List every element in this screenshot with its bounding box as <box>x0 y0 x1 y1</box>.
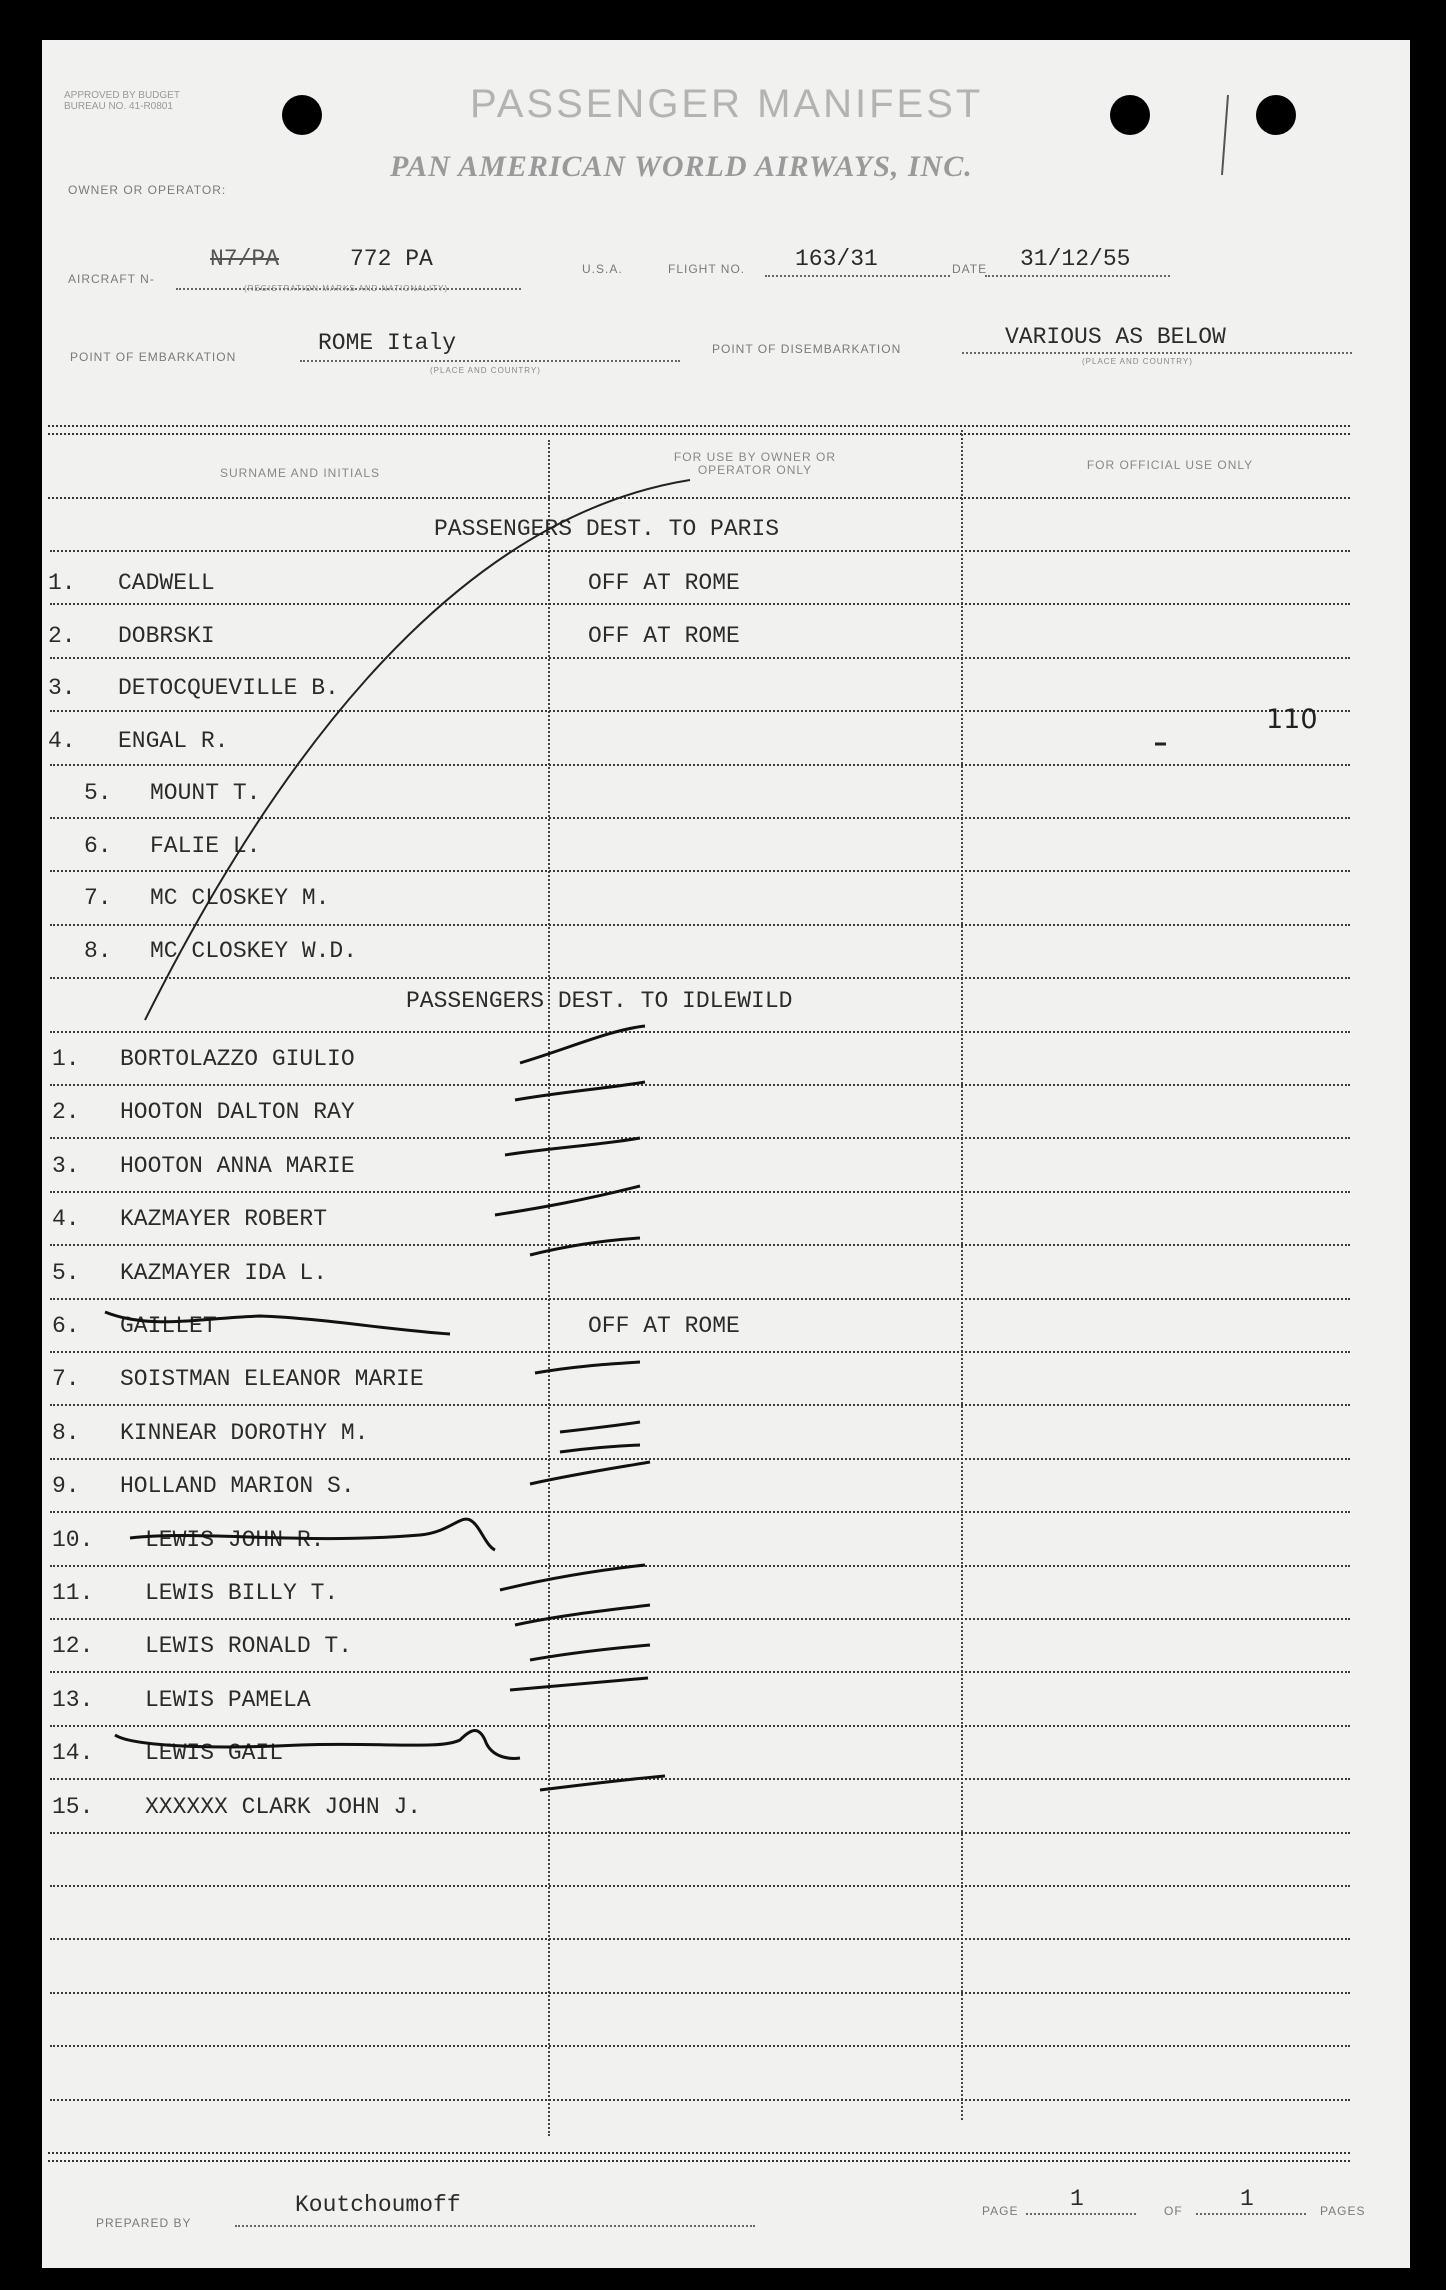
passenger-name: KAZMAYER IDA L. <box>120 1260 328 1286</box>
section-header-paris: PASSENGERS DEST. TO PARIS <box>434 516 780 542</box>
dash-mark-8 <box>560 1422 640 1432</box>
passenger-name: FALIE L. <box>150 833 261 859</box>
page-value: 1 <box>1070 2186 1084 2212</box>
passenger-number: 2. <box>48 623 76 649</box>
passenger-number: 6. <box>84 833 112 859</box>
column-header-official: FOR OFFICIAL USE ONLY <box>1086 458 1254 472</box>
dash-mark-4 <box>495 1186 640 1215</box>
passenger-number: 12. <box>52 1633 94 1659</box>
form-title: PASSENGER MANIFEST <box>470 82 984 126</box>
approval-note: APPROVED BY BUDGET BUREAU NO. 41-R0801 <box>64 90 180 112</box>
disembarkation-label: POINT OF DISEMBARKATION <box>712 342 902 356</box>
embarkation-caption: (PLACE AND COUNTRY) <box>430 366 541 375</box>
passenger-number: 7. <box>84 885 112 911</box>
usa-label: U.S.A. <box>582 262 623 276</box>
aircraft-label: AIRCRAFT N- <box>68 272 155 286</box>
passenger-name: DOBRSKI <box>118 623 215 649</box>
registration-caption: (REGISTRATION MARKS AND NATIONALITY) <box>244 284 449 293</box>
of-label: OF <box>1164 2204 1183 2218</box>
official-number: 110 <box>1266 704 1318 735</box>
passenger-name: HOOTON ANNA MARIE <box>120 1153 355 1179</box>
paris-cancel-stroke <box>145 480 690 1020</box>
passenger-note: OFF AT ROME <box>588 570 740 596</box>
operator-name: PAN AMERICAN WORLD AIRWAYS, INC. <box>390 150 973 183</box>
dash-mark-15 <box>540 1776 665 1790</box>
passenger-name: HOOTON DALTON RAY <box>120 1099 355 1125</box>
aircraft-value: 772 PA <box>350 246 433 272</box>
passenger-name: DETOCQUEVILLE B. <box>118 675 339 701</box>
passenger-name: KINNEAR DOROTHY M. <box>120 1420 369 1446</box>
passenger-name: LEWIS GAIL <box>145 1740 284 1766</box>
column-header-owner: FOR USE BY OWNER OR OPERATOR ONLY <box>673 450 837 477</box>
passenger-name: LEWIS BILLY T. <box>145 1580 339 1606</box>
aircraft-struck-value: N7/PA <box>210 246 280 272</box>
passenger-name: LEWIS PAMELA <box>145 1687 311 1713</box>
dash-mark-2 <box>515 1082 645 1100</box>
passenger-name: GAILLET <box>120 1313 217 1339</box>
passenger-note: OFF AT ROME <box>588 623 740 649</box>
date-value: 31/12/55 <box>1020 246 1131 272</box>
passenger-number: 8. <box>84 938 112 964</box>
pages-label: PAGES <box>1320 2204 1366 2218</box>
passenger-name: CADWELL <box>118 570 215 596</box>
passenger-number: 9. <box>52 1473 80 1499</box>
of-value: 1 <box>1240 2186 1254 2212</box>
passenger-number: 8. <box>52 1420 80 1446</box>
strike-lewis-gail <box>115 1731 520 1759</box>
dash-mark-7 <box>535 1362 640 1373</box>
section-header-idlewild: PASSENGERS DEST. TO IDLEWILD <box>406 988 793 1014</box>
passenger-number: 1. <box>48 570 76 596</box>
of-underline <box>1196 2213 1306 2215</box>
passenger-name: LEWIS JOHN R. <box>145 1527 325 1553</box>
passenger-number: 1. <box>52 1046 80 1072</box>
passenger-number: 5. <box>84 780 112 806</box>
dash-mark-13 <box>510 1678 648 1690</box>
passenger-number: 15. <box>52 1794 94 1820</box>
passenger-number: 4. <box>52 1206 80 1232</box>
date-label: DATE <box>952 262 988 276</box>
flight-value: 163/31 <box>795 246 878 272</box>
page-label: PAGE <box>982 2204 1019 2218</box>
dash-mark-5 <box>530 1238 640 1255</box>
page-underline <box>1026 2213 1136 2215</box>
passenger-name: KAZMAYER ROBERT <box>120 1206 328 1232</box>
passenger-number: 2. <box>52 1099 80 1125</box>
prepared-by-value: Koutchoumoff <box>295 2192 461 2218</box>
embarkation-value: ROME Italy <box>318 330 457 356</box>
margin-line <box>1222 95 1228 175</box>
dash-mark-3 <box>505 1138 640 1155</box>
passenger-name: ENGAL R. <box>118 728 229 754</box>
owner-label: OWNER OR OPERATOR: <box>68 183 227 197</box>
prepared-by-label: PREPARED BY <box>96 2216 192 2230</box>
dash-mark-8b <box>560 1445 640 1452</box>
dash-mark-1 <box>520 1026 645 1063</box>
disembarkation-value: VARIOUS AS BELOW <box>1005 324 1226 350</box>
strike-gaillet <box>105 1312 450 1334</box>
dash-mark-12 <box>530 1645 650 1660</box>
passenger-number: 5. <box>52 1260 80 1286</box>
passenger-name: SOISTMAN ELEANOR MARIE <box>120 1366 424 1392</box>
passenger-name: MOUNT T. <box>150 780 261 806</box>
passenger-number: 4. <box>48 728 76 754</box>
passenger-number: 6. <box>52 1313 80 1339</box>
passenger-name: HOLLAND MARION S. <box>120 1473 355 1499</box>
prepared-by-underline <box>235 2225 755 2227</box>
passenger-number: 11. <box>52 1580 94 1606</box>
passenger-name: BORTOLAZZO GIULIO <box>120 1046 355 1072</box>
dash-mark-9 <box>530 1462 650 1484</box>
passenger-name: LEWIS RONALD T. <box>145 1633 353 1659</box>
passenger-number: 7. <box>52 1366 80 1392</box>
dash-mark-11 <box>500 1565 645 1590</box>
passenger-number: 3. <box>48 675 76 701</box>
passenger-number: 10. <box>52 1527 94 1553</box>
embarkation-label: POINT OF EMBARKATION <box>70 350 237 364</box>
passenger-note: OFF AT ROME <box>588 1313 740 1339</box>
passenger-number: 3. <box>52 1153 80 1179</box>
passenger-name: MC CLOSKEY M. <box>150 885 330 911</box>
dash-mark-11b <box>515 1605 650 1625</box>
passenger-name: XXXXXX CLARK JOHN J. <box>145 1794 422 1820</box>
passenger-number: 13. <box>52 1687 94 1713</box>
flight-label: FLIGHT NO. <box>668 262 746 276</box>
disembarkation-caption: (PLACE AND COUNTRY) <box>1082 357 1193 366</box>
column-header-names: SURNAME AND INITIALS <box>219 466 381 480</box>
passenger-name: MC CLOSKEY W.D. <box>150 938 358 964</box>
strike-lewis-john <box>130 1519 495 1550</box>
passenger-number: 14. <box>52 1740 94 1766</box>
